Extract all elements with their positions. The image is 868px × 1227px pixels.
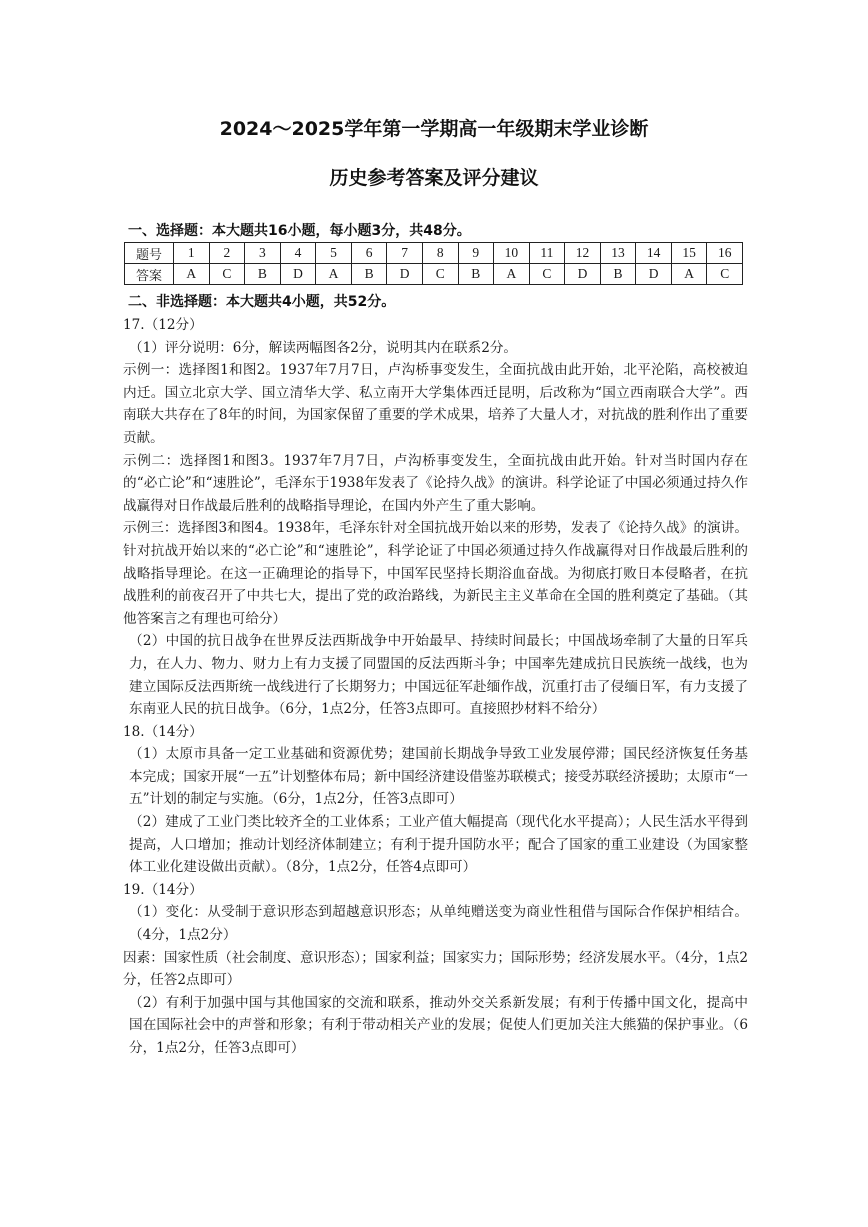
answer-cell: D (280, 264, 316, 285)
answer-cell: B (600, 264, 636, 285)
question-number: 4 (280, 243, 316, 264)
question-number: 6 (351, 243, 387, 264)
question-number: 16 (707, 243, 743, 264)
question-number: 10 (494, 243, 530, 264)
document-title: 2024～2025学年第一学期高一年级期末学业诊断 (219, 118, 649, 140)
answer-cell: A (494, 264, 530, 285)
answer-cell: B (245, 264, 281, 285)
q19-part1-factors: 因素：国家性质（社会制度、意识形态）；国家利益；国家实力；国际形势；经济发展水平。（4分，1点2分，任答2点即可） (123, 949, 748, 989)
answer-cell: B (351, 264, 387, 285)
question-number: 1 (174, 243, 210, 264)
q19-part2-answer: （2）有利于加强中国与其他国家的交流和联系，推动外交关系新发展；有利于传播中国文化，提高中国在国际社会中的声誉和形象；有利于带动相关产业的发展；促使人们更加关注大熊猫的保护事业。（6分，1点2分，任答3点即可） (129, 994, 748, 1056)
question-number: 2 (209, 243, 245, 264)
q17-part1-scoring: （1）评分说明：6分，解读两幅图各2分，说明其内在联系2分。 (129, 339, 518, 356)
answer-cell: A (174, 264, 210, 285)
question-number: 3 (245, 243, 281, 264)
answer-table (124, 242, 743, 285)
q17-part2-answer: （2）中国的抗日战争在世界反法西斯战争中开始最早、持续时间最长；中国战场牵制了大量的日军兵力，在人力、物力、财力上有力支援了同盟国的反法西斯斗争；中国率先建成抗日民族统一战线，也为建立国际反法西斯统一战线进行了长期努力；中国远征军赴缅作战，沉重打击了侵缅日军，有力支援了东南亚人民的抗日战争。（6分，1点2分，任答3点即可。直接照抄材料不给分） (129, 633, 748, 718)
question-number: 13 (600, 243, 636, 264)
section-1-heading: 一、选择题：本大题共16小题，每小题3分，共48分。 (128, 223, 471, 239)
answer-cell: D (565, 264, 601, 285)
answer-cell: D (636, 264, 672, 285)
answer-cell: C (422, 264, 458, 285)
answer-row (125, 264, 743, 285)
question-number: 12 (565, 243, 601, 264)
answer-cell: B (458, 264, 494, 285)
answer-cell: D (387, 264, 423, 285)
q17-example-3: 示例三：选择图3和图4。1938年，毛泽东针对全国抗战开始以来的形势，发表了《论持久战》的演讲。针对抗战开始以来的“必亡论”和“速胜论”，科学论证了中国必须通过持久作战赢得对日作战最后胜利的战略指导理论。在这一正确理论的指导下，中国军民坚持长期浴血奋战。为彻底打败日本侵略者，在抗战胜利的前夜召开了中共七大，提出了党的政治路线，为新民主主义革命在全国的胜利奠定了基础。（其他答案言之有理也可给分） (123, 520, 748, 627)
question-number: 7 (387, 243, 423, 264)
section-2-body (123, 314, 748, 1060)
q18-part1-answer: （1）太原市具备一定工业基础和资源优势；建国前长期战争导致工业发展停滞；国民经济恢复任务基本完成；国家开展“一五”计划整体布局；新中国经济建设借鉴苏联模式；接受苏联经济援助；太原市“一五”计划的制定与实施。（6分，1点2分，任答3点即可） (129, 746, 748, 808)
question-number: 9 (458, 243, 494, 264)
q17-example-1: 示例一：选择图1和图2。1937年7月7日，卢沟桥事变发生，全面抗战由此开始，北平沦陷，高校被迫内迁。国立北京大学、国立清华大学、私立南开大学集体西迁昆明，后改称为“国立西南联合大学”。西南联大共存在了8年的时间，为国家保留了重要的学术成果，培养了大量人才，对抗战的胜利作出了重要贡献。 (123, 362, 748, 446)
q17-example-2: 示例二：选择图1和图3。1937年7月7日，卢沟桥事变发生，全面抗战由此开始。针对当时国内存在的“必亡论”和“速胜论”，毛泽东于1938年发表了《论持久战》的演讲。科学论证了中国必须通过持久作战赢得对日作战最后胜利的战略指导理论，在国内外产生了重大影响。 (123, 452, 748, 514)
answer-cell: A (671, 264, 707, 285)
question-number: 5 (316, 243, 352, 264)
question-19-header: 19.（14分） (123, 881, 203, 898)
question-17-header: 17.（12分） (123, 317, 203, 333)
q18-part2-answer: （2）建成了工业门类比较齐全的工业体系；工业产值大幅提高（现代化水平提高）；人民生活水平得到提高，人口增加；推动计划经济体制建立；有利于提升国防水平；配合了国家的重工业建设（为国家整体工业化建设做出贡献）。（8分，1点2分，任答4点即可） (129, 814, 748, 876)
answer-cell: C (707, 264, 743, 285)
question-number: 8 (422, 243, 458, 264)
section-2-heading: 二、非选择题：本大题共4小题，共52分。 (128, 294, 396, 310)
row-label-number: 题号 (125, 243, 174, 264)
answer-cell: C (209, 264, 245, 285)
question-number: 14 (636, 243, 672, 264)
answer-cell: C (529, 264, 565, 285)
answer-cell: A (316, 264, 352, 285)
question-18-header: 18.（14分） (123, 723, 203, 740)
document-subtitle: 历史参考答案及评分建议 (329, 167, 539, 189)
q19-part1-change: （1）变化：从受制于意识形态到超越意识形态；从单纯赠送变为商业性租借与国际合作保护相结合。（4分，1点2分） (129, 904, 748, 944)
question-number: 15 (671, 243, 707, 264)
row-label-answer: 答案 (125, 264, 174, 285)
question-number: 11 (529, 243, 565, 264)
question-number-row (125, 243, 743, 264)
